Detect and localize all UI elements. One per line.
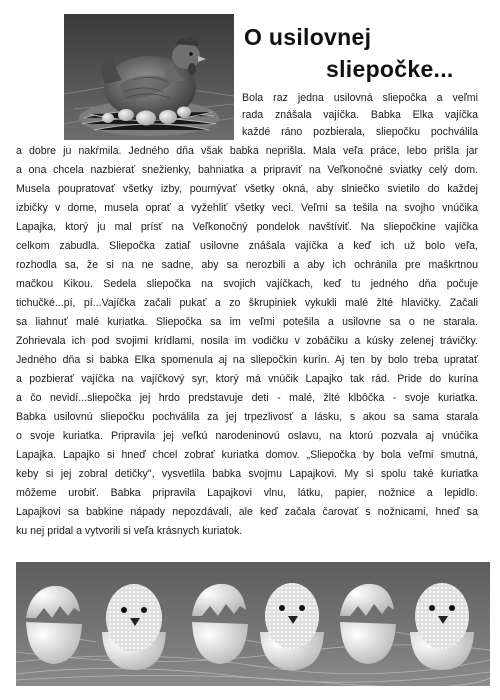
story-line: Bola raz jedna usilovná sliepočka a veľmi: [242, 92, 478, 104]
story-line: môžeme urobiť. Babka pripravila Lapajkovi vlnu, látku, papier, nožnice a lepidlo.: [16, 487, 478, 499]
story-line: sa liahnuť malé kuriatka. Sliepočka sa im veľmi potešila a usilovne sa o ne starala.: [16, 316, 478, 328]
story-line: a pozbierať vajíčka na vajíčkový syr, ktorý má vnúčik Lapajko tak rád. Pride do kurína: [16, 373, 478, 385]
story-line: o svoje kuriatka. Pripravila jej veľkú narodeninovú oslavu, na ktorú pozvala aj vnúčika: [16, 430, 478, 442]
story-line: rozhodla sa, že si na ne sadne, aby sa nerozbili a aby ich ochránila pre maškrtnou: [16, 259, 478, 271]
eggshell-1: [26, 586, 82, 664]
story-line: Musela poupratovať všetky izby, poumývať všetky okná, aby slniečko svietilo do každej: [16, 183, 478, 195]
story-title-line-2: sliepočke...: [326, 56, 454, 82]
story-line: Jedného dňa si babka Elka spomenula aj na sliepočkin kurín. Aj ten by bolo treba upratať: [16, 354, 478, 366]
hen-photo: [64, 14, 234, 140]
story-line: Lapajkovi sa babkine nápady nepozdávali, ale keď začala čarovať s nožnicami, hneď sa: [16, 506, 478, 518]
story-line: a ona chcela nazbierať snežienky, bahniatka a pripraviť na Veľkonočné sviatky celý dom.: [16, 164, 478, 176]
story-line: Lapajka, ktorý ju mal prísť na Veľkonočný pondelok navštíviť. Na sliepočkine vajíčka: [16, 221, 478, 233]
story-line: tichučké...pí, pí...Vajíčka začali pukať a zo škrupiniek vykukli malé žlté hlavičky. Začali: [16, 297, 478, 309]
story-title-line-1: O usilovnej: [244, 24, 372, 50]
story-line: každé ráno pozbierala, sliepočku pochválila: [242, 126, 478, 138]
story-line: izbičky v dome, musela oprať a vyžehliť všetky veci. Veľmi sa tešila na svojho vnúčika: [16, 202, 478, 214]
story-line: a dobre ju nakŕmila. Jedného dňa však babka neprišla. Mala veľa práce, lebo prišla jar: [16, 145, 478, 157]
story-line: Zohrievala ich pod svojimi krídlami, nosila im vodičku v zobáčiku a kúsky zelenej trávičky.: [16, 335, 478, 347]
story-line: a čo nevidí...sliepočka jej hrdo predstavuje deti - malé, žlté klbôčka - svoje kuriatka.: [16, 392, 478, 404]
eggshell-3: [340, 584, 396, 664]
story-line: celkom zabudla. Sliepočka zatiaľ usilovne znášala vajíčka a keď ich už bolo veľa,: [16, 240, 478, 252]
craft-chicks-photo: [16, 562, 490, 686]
story-line: ku nej pridal a vytvorili si veľa krásnych kuriatok.: [16, 525, 243, 537]
story-line: rada znášala vajíčka. Babka Elka vajíčka: [242, 109, 478, 121]
story-line: Babka usilovnú sliepočku pochválila za jej trpezlivosť a lásku, s akou sa sama starala: [16, 411, 478, 423]
story-line: Lapajka. Lapajko si hneď chcel zobrať kuriatka domov. „Sliepočka by bola veľmi smutná,: [16, 449, 478, 461]
eggshell-2: [192, 584, 248, 664]
story-line: keby si jej zobral detičky", vysvetlila babka svojmu Lapajkovi. My si spolu také kuriatka: [16, 468, 478, 480]
story-line: mačkou Kikou. Sedela sliepočka na svojich vajíčkach, keď tu jedného dňa počuje: [16, 278, 478, 290]
